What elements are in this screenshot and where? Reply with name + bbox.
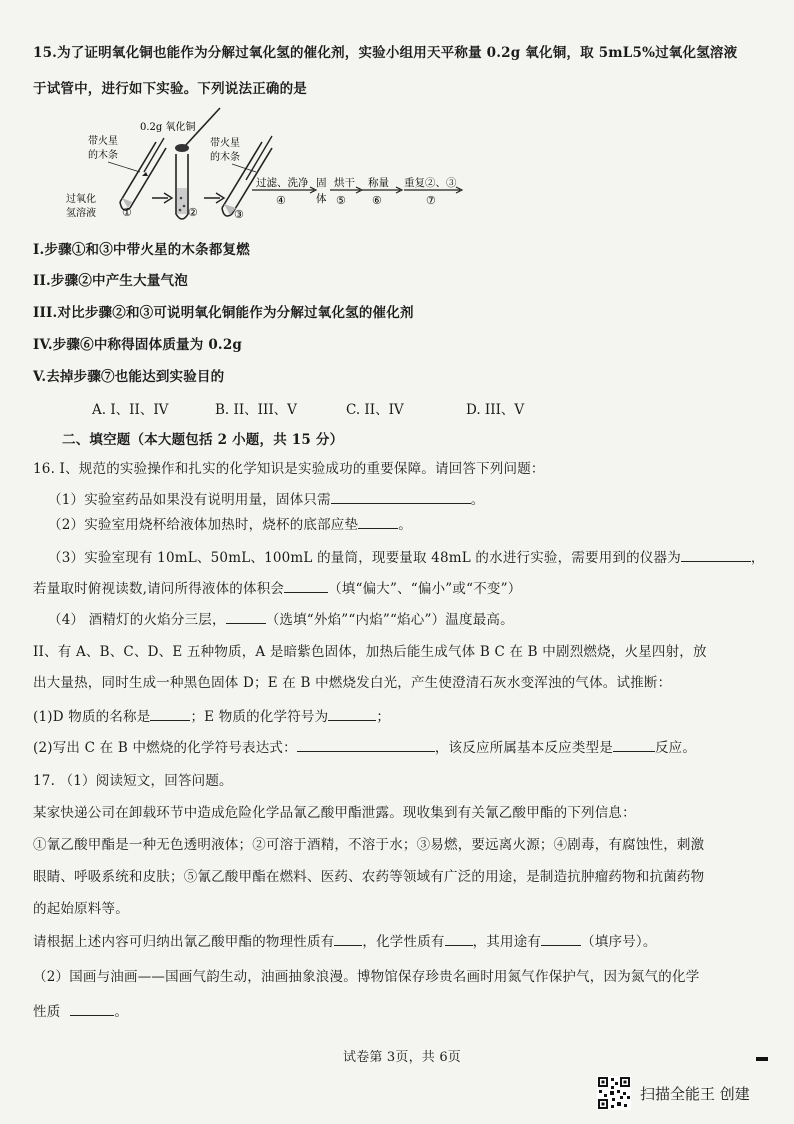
arrow-2 xyxy=(204,193,224,203)
splint1-label-b: 的木条 xyxy=(88,150,118,161)
q16-part3b-hint: （填“偏大”、“偏小”或“不变”） xyxy=(328,581,522,597)
cuo-spoon xyxy=(175,144,189,152)
answer-blank[interactable] xyxy=(681,549,751,562)
q16-part4-text: （4） 酒精灯的火焰分三层， xyxy=(48,612,226,628)
answer-blank[interactable] xyxy=(613,739,655,752)
answer-blank[interactable] xyxy=(226,611,266,624)
q17-property-text: 性质 xyxy=(33,1004,61,1020)
test-tube-2 xyxy=(176,154,188,219)
section-heading: 二、填空题（本大题包括 2 小题，共 15 分） xyxy=(62,432,344,448)
q16-ii-line3: (1)D 物质的名称是 ；E 物质的化学符号为 ； xyxy=(33,709,391,725)
q16-ii-line4 xyxy=(33,736,696,756)
q16-part3-text: （3）实验室现有 10mL、50mL、100mL 的量筒，现要量取 48mL 的水进行实验，需要用到的仪器为 xyxy=(48,550,681,566)
q16-ii-line1: II、有 A、B、C、D、E 五种物质，A 是暗紫色固体，加热后能生成气体 B C 在 B 中剧烈燃烧，火星四射，放 xyxy=(33,644,707,660)
qr-code-icon xyxy=(597,1076,631,1110)
q15-line2: 于试管中，进行如下实验。下列说法正确的是 xyxy=(33,81,307,97)
q15-line1: 15.为了证明氧化铜也能作为分解过氧化氢的催化剂，实验小组用天平称量 0.2g 氧化铜，取 5mL5%过氧化氢溶液 xyxy=(33,45,738,61)
q17-line2: ①氰乙酸甲酯是一种无色透明液体；②可溶于酒精，不溶于水；③易燃，要远离火源；④剧毒，有腐蚀性，刺激 xyxy=(33,837,705,853)
q16-ii-q2-text-b: ，该反应所属基本反应类型是 xyxy=(434,740,613,756)
scan-mark xyxy=(756,1057,768,1061)
q15-statement-5: V.去掉步骤⑦也能达到实验目的 xyxy=(33,369,225,385)
answer-blank[interactable] xyxy=(150,708,190,721)
option-b: B. II、III、V xyxy=(215,402,297,418)
q16-part4-hint: （选填“外焰”“内焰”“焰心”）温度最高。 xyxy=(265,612,514,628)
q16-part2: （2）实验室用烧杯给液体加热时，烧杯的底部应垫 。 xyxy=(48,517,412,533)
q17-line1: 某家快递公司在卸载环节中造成危险化学品氰乙酸甲酯泄露。现收集到有关氰乙酸甲酯的下列信息： xyxy=(33,805,636,821)
q16-part4 xyxy=(48,608,514,628)
q16-ii-q2-text-c: 反应。 xyxy=(654,740,697,756)
cuo-label: 0.2g 氧化铜 xyxy=(140,122,196,133)
q16-part3b-text: 若量取时俯视读数,请问所得液体的体积会 xyxy=(33,581,285,597)
answer-blank[interactable] xyxy=(328,708,376,721)
q16-part1: （1）实验室药品如果没有说明用量，固体只需 。 xyxy=(48,492,485,508)
q17-use-text: ，其用途有 xyxy=(472,934,542,950)
op-filter-wash: 过滤、洗净 xyxy=(256,177,309,189)
q17-line4: 的起始原料等。 xyxy=(33,901,129,917)
q17-heading: 17. （1）阅读短文，回答问题。 xyxy=(33,773,233,789)
solid-label-b: 体 xyxy=(316,193,327,205)
q17-line3: 眼睛、呼吸系统和皮肤；⑤氰乙酸甲酯在燃料、医药、农药等领域有广泛的用途，是制造抗肿瘤药物和抗菌药物 xyxy=(33,869,705,885)
q16-part1-text: （1）实验室药品如果没有说明用量，固体只需 xyxy=(48,492,331,508)
solid-label-a: 固 xyxy=(316,177,327,189)
q17-physical-text: 请根据上述内容可归纳出氰乙酸甲酯的物理性质有 xyxy=(33,934,335,950)
q16-ii-q1-text-b: ；E 物质的化学符号为 xyxy=(190,709,329,725)
step3-number: ③ xyxy=(234,208,244,221)
q16-ii-line2: 出大量热，同时生成一种黑色固体 D；E 在 B 中燃烧发白光，产生使澄清石灰水变浑浊的气体。试推断： xyxy=(33,675,672,691)
step5-number: ⑤ xyxy=(336,194,346,207)
splint1-label-a: 带火星 xyxy=(88,136,118,147)
solution-label-a: 过氧化 xyxy=(66,194,96,205)
q17-hint-text: （填序号）。 xyxy=(581,934,657,950)
q17-line6: （2）国画与油画——国画气韵生动，油画抽象浪漫。博物馆保存珍贵名画时用氮气作保护气，因为氮气的化学 xyxy=(33,969,700,985)
op-dry: 烘干 xyxy=(334,177,355,189)
answer-blank[interactable] xyxy=(445,933,473,946)
option-c: C. II、IV xyxy=(346,402,404,418)
q16-ii-q2-text: (2)写出 C 在 B 中燃烧的化学符号表达式： xyxy=(33,740,297,756)
step1-number: ① xyxy=(122,206,132,219)
answer-blank[interactable] xyxy=(284,580,328,593)
answer-blank[interactable] xyxy=(358,516,398,529)
arrow-1 xyxy=(152,193,172,203)
answer-blank[interactable] xyxy=(541,933,581,946)
answer-blank[interactable] xyxy=(297,739,435,752)
answer-blank[interactable] xyxy=(331,491,471,504)
op-weigh: 称量 xyxy=(368,177,389,189)
answer-blank[interactable] xyxy=(334,933,362,946)
option-d: D. III、V xyxy=(466,402,525,418)
q16-ii-q1-text: (1)D 物质的名称是 xyxy=(33,709,151,725)
step4-number: ④ xyxy=(276,194,286,207)
splint2-label-b: 的木条 xyxy=(210,152,240,163)
step2-number: ② xyxy=(188,206,198,219)
q17-line7: 性质 。 xyxy=(33,1004,129,1020)
q16-part3: （3）实验室现有 10mL、50mL、100mL 的量筒，现要量取 48mL 的水进行实验，需要用到的仪器为 ， xyxy=(48,550,765,566)
op-repeat: 重复②、③ xyxy=(404,177,457,189)
q16-intro: 16. I、规范的实验操作和扎实的化学知识是实验成功的重要保障。请回答下列问题： xyxy=(33,461,545,477)
q17-chemical-text: ，化学性质有 xyxy=(362,934,445,950)
process-flow xyxy=(252,176,462,207)
q15-statement-4: IV.步骤⑥中称得固体质量为 0.2g xyxy=(33,337,243,353)
solution-label-b: 氢溶液 xyxy=(66,208,96,219)
q15-statement-3: III.对比步骤②和③可说明氧化铜能作为分解过氧化氢的催化剂 xyxy=(33,305,414,321)
answer-blank[interactable] xyxy=(70,1003,114,1016)
q16-part2-text: （2）实验室用烧杯给液体加热时，烧杯的底部应垫 xyxy=(48,517,359,533)
experiment-diagram xyxy=(60,102,510,232)
option-a: A. I、II、IV xyxy=(92,402,169,418)
scanner-brand: 扫描全能王 创建 xyxy=(640,1085,750,1103)
test-tube-1 xyxy=(120,138,166,210)
q15-statement-1: I.步骤①和③中带火星的木条都复燃 xyxy=(33,242,250,258)
q17-line5 xyxy=(33,930,657,950)
splint2-label-a: 带火星 xyxy=(210,138,240,149)
q16-part3b xyxy=(33,577,521,597)
q15-statement-2: II.步骤②中产生大量气泡 xyxy=(33,273,188,289)
page-footer: 试卷第 3页，共 6页 xyxy=(343,1050,462,1065)
step7-number: ⑦ xyxy=(426,194,436,207)
step6-number: ⑥ xyxy=(372,194,382,207)
